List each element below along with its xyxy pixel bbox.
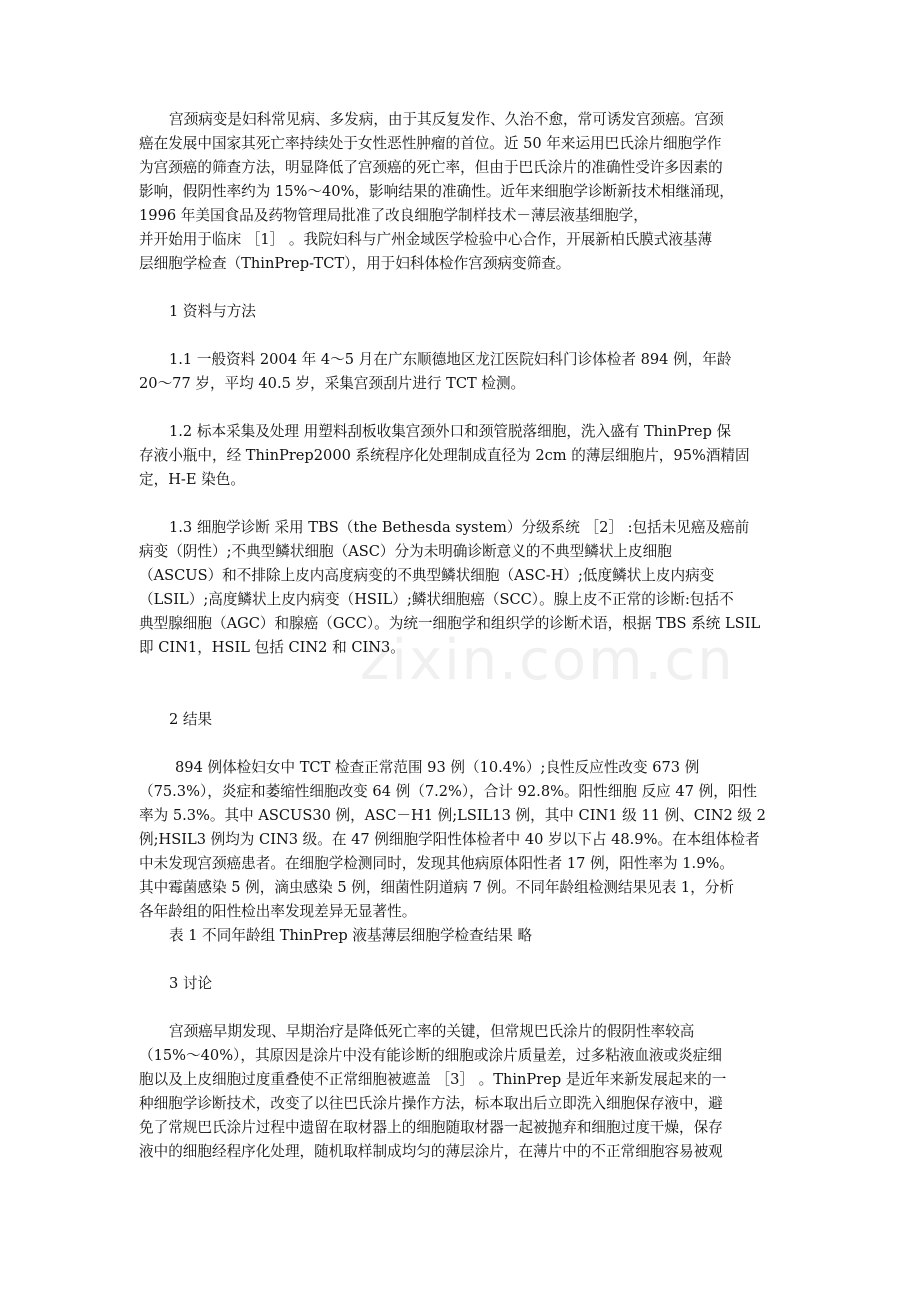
paragraph-1-2 <box>139 420 787 492</box>
text-line: 影响，假阴性率约为 15%～40%，影响结果的准确性。近年来细胞学诊断新技术相继涌现， <box>139 183 734 200</box>
text-line: 其中霉菌感染 5 例，滴虫感染 5 例，细菌性阴道病 7 例。不同年龄组检测结果见表 1，分析 <box>139 879 734 896</box>
section-heading: 2 结果 <box>169 711 213 728</box>
table-caption: 表 1 不同年龄组 ThinPrep 液基薄层细胞学检查结果 略 <box>169 927 533 944</box>
text-line: （75.3%），炎症和萎缩性细胞改变 64 例（7.2%），合计 92.8%。阳性细胞 反应 47 例，阳性 <box>139 783 757 800</box>
text-line: 894 例体检妇女中 TCT 检查正常范围 93 例（10.4%）;良性反应性改变 673 例 <box>175 759 700 776</box>
paragraph-1-3 <box>139 516 787 660</box>
text-line: 即 CIN1，HSIL 包括 CIN2 和 CIN3。 <box>139 639 405 656</box>
text-line: 1.3 细胞学诊断 采用 TBS（the Bethesda system）分级系统 ［2］ :包括未见癌及癌前 <box>169 519 750 536</box>
text-line: 并开始用于临床 ［1］ 。我院妇科与广州金域医学检验中心合作，开展新柏氏膜式液基薄 <box>139 231 713 248</box>
text-line: 宫颈病变是妇科常见病、多发病，由于其反复发作、久治不愈，常可诱发宫颈癌。宫颈 <box>169 111 724 128</box>
text-line: 癌在发展中国家其死亡率持续处于女性恶性肿瘤的首位。近 50 年来运用巴氏涂片细胞学作 <box>139 135 722 152</box>
text-line: 中未发现宫颈癌患者。在细胞学检测同时，发现其他病原体阳性者 17 例，阳性率为 1.9%。 <box>139 855 734 872</box>
text-line: 为宫颈癌的筛查方法，明显降低了宫颈癌的死亡率，但由于巴氏涂片的准确性受许多因素的 <box>139 159 723 176</box>
text-line: 20～77 岁，平均 40.5 岁，采集宫颈刮片进行 TCT 检测。 <box>139 375 526 392</box>
text-line: 典型腺细胞（AGC）和腺癌（GCC）。为统一细胞学和组织学的诊断术语，根据 TBS 系统 LSIL <box>139 615 761 632</box>
watermark: zixin.com.cn <box>360 628 735 693</box>
paragraph-2-1 <box>139 756 787 948</box>
text-line: 定，H-E 染色。 <box>139 471 245 488</box>
section-heading: 1 资料与方法 <box>169 303 256 320</box>
section-heading: 3 讨论 <box>169 975 213 992</box>
intro-paragraph <box>139 108 787 276</box>
text-line: 1996 年美国食品及药物管理局批准了改良细胞学制样技术－薄层液基细胞学， <box>139 207 648 224</box>
text-line: （ASCUS）和不排除上皮内高度病变的不典型鳞状细胞（ASC-H）;低度鳞状上皮内病变 <box>139 567 715 584</box>
text-line: 例;HSIL3 例均为 CIN3 级。在 47 例细胞学阳性体检者中 40 岁以下占 48.9%。在本组体检者 <box>139 831 760 848</box>
paragraph-1-1 <box>139 348 787 396</box>
text-line: 层细胞学检查（ThinPrep-TCT），用于妇科体检作宫颈病变筛查。 <box>139 255 571 272</box>
text-line: 1.1 一般资料 2004 年 4～5 月在广东顺德地区龙江医院妇科门诊体检者 894 例，年龄 <box>169 351 732 368</box>
text-line: 种细胞学诊断技术，改变了以往巴氏涂片操作方法，标本取出后立即洗入细胞保存液中，避 <box>139 1095 723 1112</box>
text-line: 液中的细胞经程序化处理，随机取样制成均匀的薄层涂片，在薄片中的不正常细胞容易被观 <box>139 1143 723 1160</box>
text-line: 1.2 标本采集及处理 用塑料刮板收集宫颈外口和颈管脱落细胞，洗入盛有 ThinPrep 保 <box>169 423 732 440</box>
text-line: 胞以及上皮细胞过度重叠使不正常细胞被遮盖 ［3］ 。ThinPrep 是近年来新发展起来的一 <box>139 1071 727 1088</box>
text-line: 病变（阴性）;不典型鳞状细胞（ASC）分为未明确诊断意义的不典型鳞状上皮细胞 <box>139 543 672 560</box>
text-line: （LSIL）;高度鳞状上皮内病变（HSIL）;鳞状细胞癌（SCC）。腺上皮不正常的诊断:包括不 <box>139 591 734 608</box>
text-line: 宫颈癌早期发现、早期治疗是降低死亡率的关键，但常规巴氏涂片的假阴性率较高 <box>169 1023 695 1040</box>
text-line: 免了常规巴氏涂片过程中遗留在取材器上的细胞随取材器一起被抛弃和细胞过度干燥，保存 <box>139 1119 723 1136</box>
text-line: 存液小瓶中，经 ThinPrep2000 系统程序化处理制成直径为 2cm 的薄层细胞片，95%酒精固 <box>139 447 750 464</box>
text-line: 各年龄组的阳性检出率发现差异无显著性。 <box>139 903 417 920</box>
document-body <box>139 108 787 1164</box>
paragraph-3-1 <box>139 1020 787 1164</box>
text-line: 率为 5.3%。其中 ASCUS30 例，ASC－H1 例;LSIL13 例，其中 CIN1 级 11 例、CIN2 级 2 <box>139 807 766 824</box>
text-line: （15%～40%），其原因是涂片中没有能诊断的细胞或涂片质量差，过多粘液血液或炎症细 <box>139 1047 722 1064</box>
